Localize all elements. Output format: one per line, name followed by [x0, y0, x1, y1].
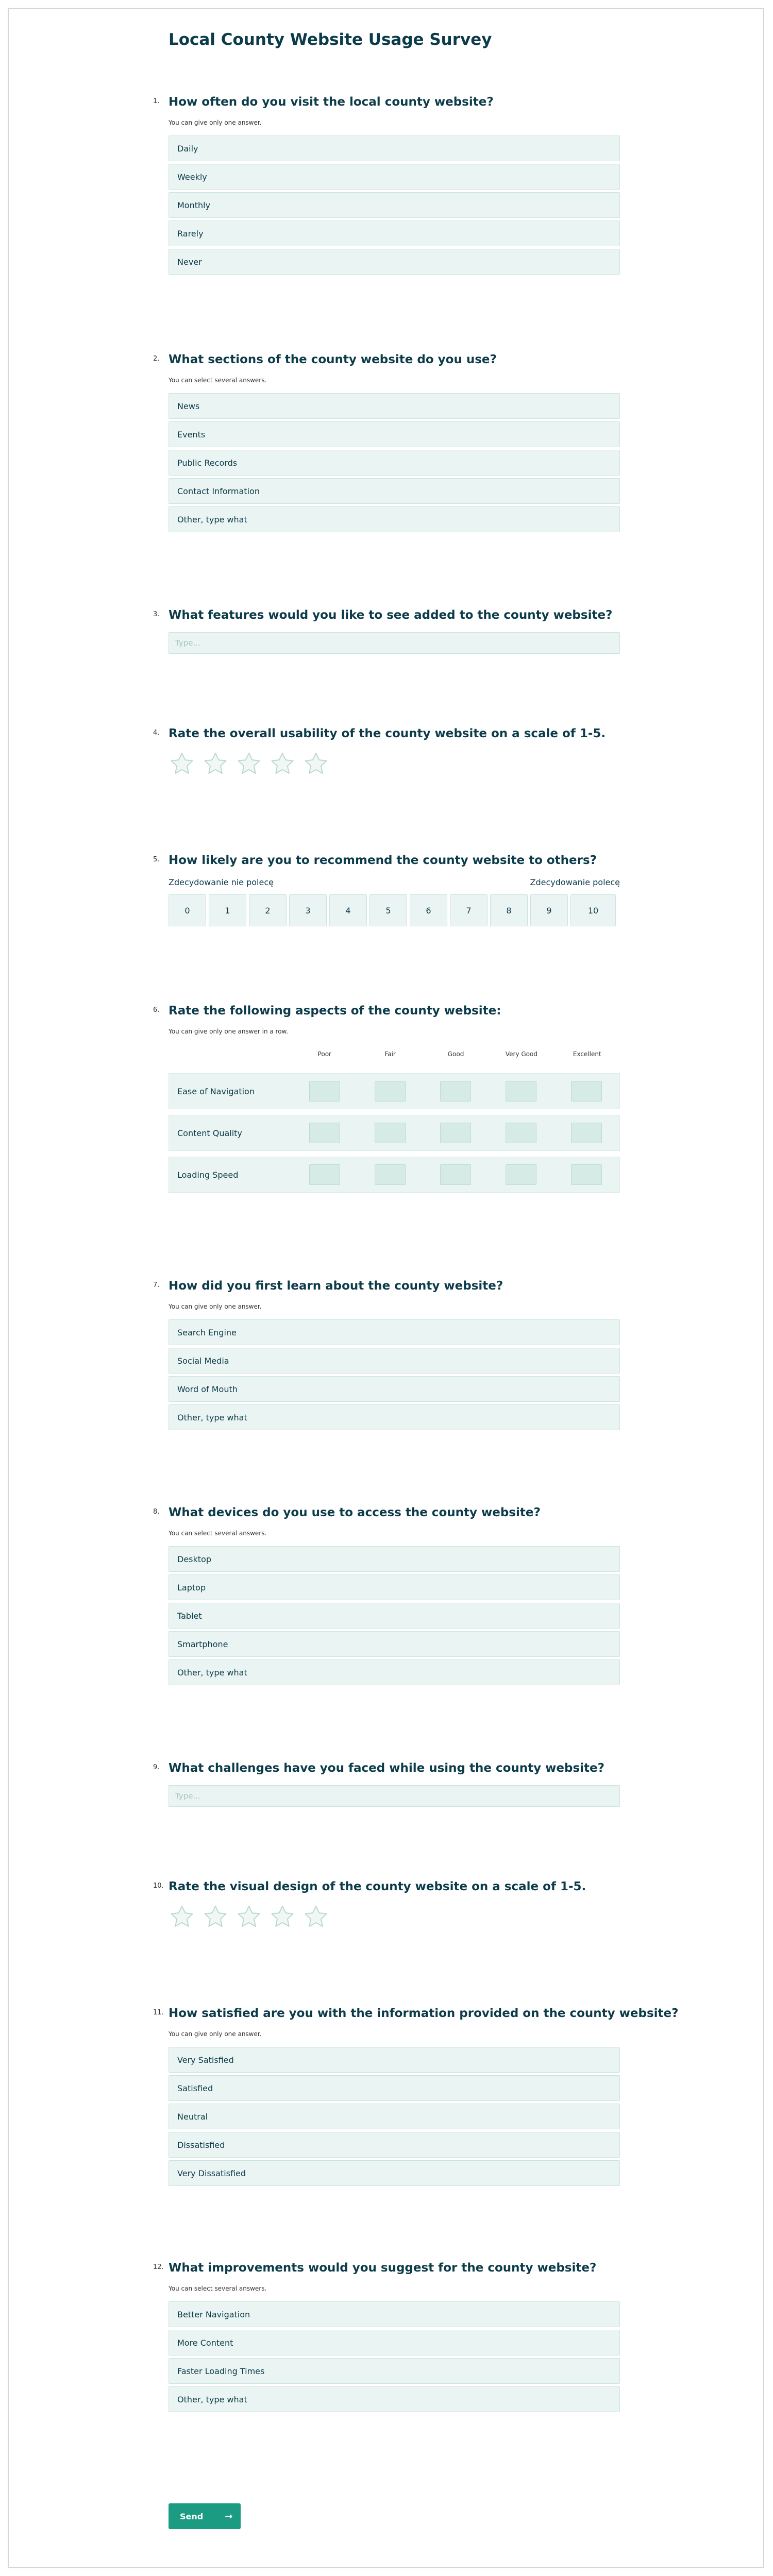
option-satisfied[interactable]: Satisfied — [169, 2075, 620, 2101]
option-social-media[interactable]: Social Media — [169, 1348, 620, 1374]
matrix-choice-box[interactable] — [571, 1123, 602, 1143]
question-title: What improvements would you suggest for the county website? — [169, 2261, 597, 2275]
matrix-cell — [292, 1164, 358, 1185]
matrix-cell — [554, 1123, 619, 1143]
matrix-row — [169, 1115, 620, 1151]
option-daily[interactable]: Daily — [169, 135, 620, 161]
matrix-choice-box[interactable] — [375, 1123, 406, 1143]
matrix-cell — [358, 1081, 423, 1101]
star-icon[interactable] — [269, 1904, 296, 1930]
question-6 — [153, 1003, 620, 1198]
question-12 — [153, 2260, 620, 2415]
matrix-column-header: Good — [447, 1050, 464, 1058]
option-laptop[interactable]: Laptop — [169, 1574, 620, 1600]
option-very-satisfied[interactable]: Very Satisfied — [169, 2047, 620, 2073]
arrow-right-icon: → — [225, 2511, 233, 2522]
question-number: 4. — [153, 729, 160, 737]
matrix-row — [169, 1073, 620, 1109]
matrix-choice-box[interactable] — [309, 1081, 340, 1101]
nps-option-9[interactable]: 9 — [530, 894, 568, 926]
options-list — [169, 1319, 620, 1430]
matrix-cell — [489, 1164, 554, 1185]
matrix-choice-box[interactable] — [506, 1123, 536, 1143]
option-better-navigation[interactable]: Better Navigation — [169, 2301, 620, 2327]
question-1 — [153, 94, 620, 277]
nps-labels — [169, 877, 620, 887]
question-title: How likely are you to recommend the county website to others? — [169, 854, 597, 867]
features-input[interactable] — [169, 632, 620, 654]
nps-option-8[interactable]: 8 — [490, 894, 528, 926]
question-title: How satisfied are you with the information provided on the county website? — [169, 2007, 679, 2020]
challenges-input[interactable] — [169, 1785, 620, 1807]
nps-low-label: Zdecydowanie nie polecę — [169, 877, 274, 887]
option-tablet[interactable]: Tablet — [169, 1603, 620, 1629]
matrix-column-header: Fair — [384, 1050, 396, 1058]
options-list — [169, 2047, 620, 2186]
matrix-choice-box[interactable] — [571, 1164, 602, 1185]
option-other[interactable]: Other, type what — [169, 2386, 620, 2412]
question-title: Rate the visual design of the county website on a scale of 1-5. — [169, 1880, 586, 1893]
question-title: What challenges have you faced while using the county website? — [169, 1761, 604, 1775]
matrix-cell — [423, 1123, 489, 1143]
star-icon[interactable] — [202, 751, 229, 777]
matrix-choice-box[interactable] — [506, 1164, 536, 1185]
option-dissatisfied[interactable]: Dissatisfied — [169, 2132, 620, 2158]
star-icon[interactable] — [303, 1904, 329, 1930]
options-list — [169, 2301, 620, 2412]
question-3 — [153, 607, 620, 654]
matrix-row — [169, 1157, 620, 1193]
option-other[interactable]: Other, type what — [169, 1659, 620, 1685]
matrix-row-label: Loading Speed — [177, 1170, 239, 1180]
option-monthly[interactable]: Monthly — [169, 192, 620, 218]
question-title: What devices do you use to access the county website? — [169, 1506, 541, 1519]
option-never[interactable]: Never — [169, 249, 620, 275]
send-button[interactable] — [169, 2503, 241, 2529]
matrix-row-label: Content Quality — [177, 1128, 242, 1138]
matrix-cell — [358, 1164, 423, 1185]
matrix-column-header: Excellent — [573, 1050, 601, 1058]
nps-option-6[interactable]: 6 — [410, 894, 447, 926]
nps-option-5[interactable]: 5 — [369, 894, 407, 926]
options-list — [169, 393, 620, 532]
matrix-cell — [292, 1081, 358, 1101]
option-desktop[interactable]: Desktop — [169, 1546, 620, 1572]
survey-frame — [8, 8, 764, 2568]
question-title: What sections of the county website do you use? — [169, 353, 497, 366]
matrix-cell — [554, 1164, 619, 1185]
question-number: 9. — [153, 1764, 160, 1771]
matrix-choice-box[interactable] — [440, 1081, 471, 1101]
matrix-cell — [292, 1123, 358, 1143]
question-hint: You can give only one answer. — [169, 2030, 262, 2038]
question-5 — [153, 853, 620, 926]
matrix-header-spacer — [169, 1050, 292, 1061]
matrix-header — [169, 1050, 620, 1061]
star-rating — [169, 751, 620, 777]
question-7 — [153, 1278, 620, 1433]
matrix-choice-box[interactable] — [440, 1164, 471, 1185]
question-hint: You can select several answers. — [169, 1530, 267, 1537]
question-number: 3. — [153, 611, 160, 618]
nps-high-label: Zdecydowanie polecę — [530, 877, 620, 887]
question-number: 10. — [153, 1882, 164, 1890]
question-number: 2. — [153, 355, 160, 363]
option-public-records[interactable]: Public Records — [169, 450, 620, 476]
matrix-choice-box[interactable] — [506, 1081, 536, 1101]
star-rating — [169, 1904, 620, 1930]
option-rarely[interactable]: Rarely — [169, 221, 620, 246]
matrix-column-header: Poor — [317, 1050, 331, 1058]
matrix-cell — [358, 1123, 423, 1143]
option-search-engine[interactable]: Search Engine — [169, 1319, 620, 1345]
question-title: Rate the overall usability of the county website on a scale of 1-5. — [169, 727, 606, 740]
nps-option-2[interactable]: 2 — [249, 894, 287, 926]
question-4 — [153, 726, 620, 777]
question-number: 6. — [153, 1006, 160, 1014]
option-very-dissatisfied[interactable]: Very Dissatisfied — [169, 2160, 620, 2186]
question-title: How often do you visit the local county website? — [169, 95, 494, 109]
nps-option-4[interactable]: 4 — [329, 894, 367, 926]
question-number: 11. — [153, 2009, 164, 2016]
question-number: 12. — [153, 2263, 164, 2271]
nps-scale — [169, 894, 620, 926]
matrix-choice-box[interactable] — [375, 1164, 406, 1185]
matrix-choice-box[interactable] — [571, 1081, 602, 1101]
question-hint: You can give only one answer in a row. — [169, 1028, 289, 1035]
nps-option-3[interactable]: 3 — [289, 894, 327, 926]
star-icon[interactable] — [169, 1904, 195, 1930]
question-title: Rate the following aspects of the county website: — [169, 1004, 501, 1018]
option-events[interactable]: Events — [169, 421, 620, 447]
question-hint: You can give only one answer. — [169, 1303, 262, 1310]
matrix-cell — [554, 1081, 619, 1101]
options-list — [169, 1546, 620, 1685]
matrix-cell — [489, 1081, 554, 1101]
question-number: 5. — [153, 856, 160, 863]
star-icon[interactable] — [236, 1904, 262, 1930]
star-icon[interactable] — [303, 751, 329, 777]
matrix-choice-box[interactable] — [309, 1164, 340, 1185]
question-number: 7. — [153, 1281, 160, 1289]
question-hint: You can select several answers. — [169, 2285, 267, 2292]
matrix-row-label: Ease of Navigation — [177, 1086, 255, 1096]
question-title: What features would you like to see added to the county website? — [169, 608, 613, 622]
star-icon[interactable] — [236, 751, 262, 777]
survey-title: Local County Website Usage Survey — [169, 30, 492, 49]
option-weekly[interactable]: Weekly — [169, 164, 620, 190]
matrix-choice-box[interactable] — [375, 1081, 406, 1101]
option-news[interactable]: News — [169, 393, 620, 419]
option-faster-loading-times[interactable]: Faster Loading Times — [169, 2358, 620, 2384]
matrix-column-header: Very Good — [505, 1050, 537, 1058]
option-more-content[interactable]: More Content — [169, 2330, 620, 2355]
option-contact-information[interactable]: Contact Information — [169, 478, 620, 504]
matrix-body — [169, 1073, 620, 1193]
options-list — [169, 135, 620, 275]
nps-option-0[interactable]: 0 — [169, 894, 206, 926]
question-10 — [153, 1879, 620, 1930]
question-title: How did you first learn about the county website? — [169, 1279, 503, 1293]
nps-option-1[interactable]: 1 — [209, 894, 246, 926]
question-9 — [153, 1760, 620, 1807]
matrix-cell — [423, 1164, 489, 1185]
option-neutral[interactable]: Neutral — [169, 2104, 620, 2129]
nps-option-7[interactable]: 7 — [450, 894, 488, 926]
rating-matrix — [169, 1050, 620, 1193]
option-word-of-mouth[interactable]: Word of Mouth — [169, 1376, 620, 1402]
option-smartphone[interactable]: Smartphone — [169, 1631, 620, 1657]
matrix-choice-box[interactable] — [309, 1123, 340, 1143]
question-8 — [153, 1505, 620, 1688]
star-icon[interactable] — [202, 1904, 229, 1930]
question-number: 8. — [153, 1508, 160, 1516]
question-2 — [153, 352, 620, 535]
matrix-cell — [423, 1081, 489, 1101]
question-hint: You can give only one answer. — [169, 119, 262, 126]
send-label: Send — [180, 2511, 204, 2521]
question-11 — [153, 2006, 679, 2189]
matrix-cell — [489, 1123, 554, 1143]
question-hint: You can select several answers. — [169, 377, 267, 384]
option-other[interactable]: Other, type what — [169, 506, 620, 532]
matrix-choice-box[interactable] — [440, 1123, 471, 1143]
nps-option-10[interactable]: 10 — [570, 894, 616, 926]
option-other[interactable]: Other, type what — [169, 1404, 620, 1430]
star-icon[interactable] — [269, 751, 296, 777]
question-number: 1. — [153, 97, 160, 105]
star-icon[interactable] — [169, 751, 195, 777]
